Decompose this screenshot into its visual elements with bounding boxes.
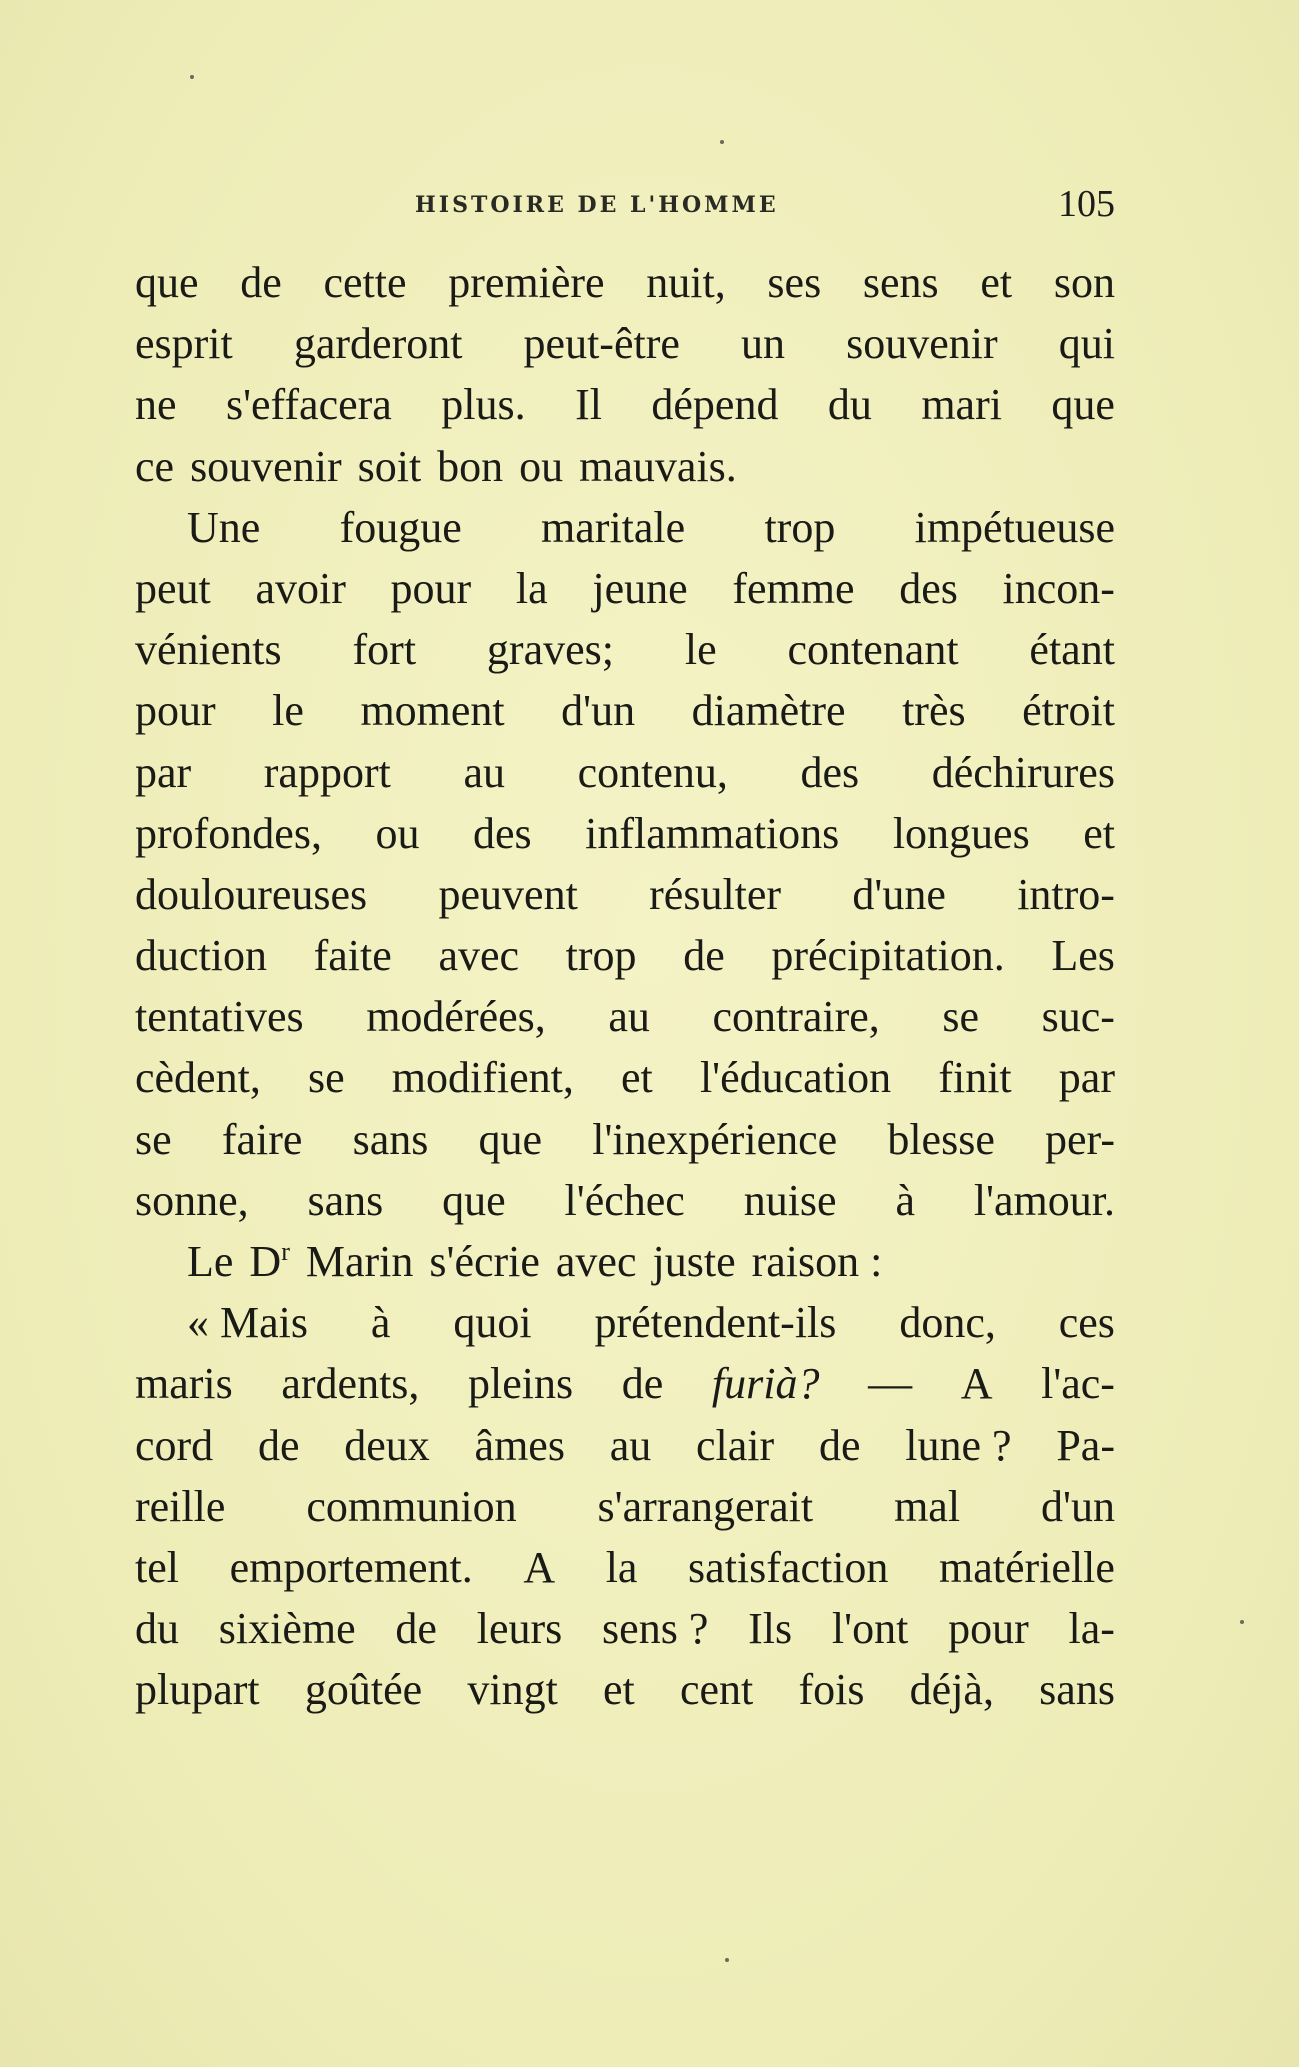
word: cent	[679, 1665, 754, 1715]
word: blesse	[887, 1114, 995, 1164]
body-text	[135, 252, 1115, 1721]
word: de	[240, 258, 282, 307]
text-line	[135, 680, 1115, 741]
word: leurs	[476, 1604, 563, 1654]
word: « Mais	[187, 1298, 308, 1348]
word: déchirures	[931, 747, 1115, 797]
paper-speck	[190, 75, 194, 79]
text-line	[135, 864, 1115, 925]
text-line	[135, 1170, 1115, 1231]
word: soit	[357, 441, 422, 491]
word: l'éducation	[699, 1053, 892, 1103]
paper-speck	[725, 1958, 729, 1962]
word: Pa-	[1056, 1420, 1115, 1470]
word: —	[868, 1359, 913, 1409]
text-line	[135, 925, 1115, 986]
word: furià?	[711, 1359, 820, 1409]
word: la	[515, 563, 548, 613]
word: cette	[323, 258, 407, 307]
word: mauvais.	[579, 441, 737, 491]
superscript: r	[281, 1237, 290, 1266]
word: donc,	[899, 1298, 996, 1348]
text-line	[135, 986, 1115, 1047]
running-title: HISTOIRE DE L'HOMME	[415, 192, 779, 218]
word: pour	[390, 563, 472, 613]
word: A	[960, 1359, 993, 1409]
word: ce	[135, 441, 175, 491]
word: rapport	[263, 747, 391, 797]
word: qui	[1058, 319, 1115, 369]
word: reille	[135, 1481, 226, 1531]
word: femme	[732, 563, 855, 613]
word: et	[621, 1053, 653, 1103]
word: emportement.	[229, 1542, 473, 1592]
word: prétendent-ils	[594, 1298, 837, 1348]
page-number: 105	[1058, 183, 1115, 225]
word: avec	[555, 1237, 637, 1286]
word: peut	[135, 563, 211, 613]
word: Il	[575, 380, 602, 430]
word: trop	[565, 931, 637, 981]
word: et	[1083, 808, 1115, 858]
word: le	[684, 625, 717, 675]
word: précipitation.	[771, 931, 1005, 981]
word: plupart	[135, 1665, 260, 1715]
word: garderont	[293, 319, 463, 369]
word: des	[472, 808, 532, 858]
word: vénients	[135, 625, 282, 675]
word: longues	[892, 808, 1030, 858]
word: profondes,	[135, 808, 322, 858]
word: d'une	[852, 869, 946, 919]
word: l'inexpérience	[592, 1114, 838, 1164]
word: Les	[1051, 931, 1115, 981]
word: l'échec	[564, 1175, 685, 1225]
word: et	[603, 1665, 635, 1715]
running-head	[135, 183, 1115, 228]
text-line	[135, 252, 1115, 313]
word: sans	[307, 1175, 384, 1225]
word: se	[307, 1053, 345, 1103]
word: tentatives	[135, 992, 304, 1042]
word: des	[800, 747, 860, 797]
word: communion	[306, 1481, 517, 1531]
text-line	[135, 1476, 1115, 1537]
word: ses	[767, 258, 822, 307]
word: moment	[360, 686, 505, 736]
word: du	[827, 380, 872, 430]
word: l'ont	[831, 1604, 909, 1654]
word: souvenir	[846, 319, 998, 369]
word: nuit,	[646, 258, 726, 307]
word: résulter	[649, 869, 782, 919]
text-line	[135, 1598, 1115, 1659]
word: se	[942, 992, 980, 1042]
word: que	[1051, 380, 1115, 430]
word: incon-	[1002, 563, 1115, 613]
word: par	[1058, 1053, 1115, 1103]
word	[249, 1231, 289, 1292]
word: maritale	[541, 502, 686, 552]
text-line	[135, 558, 1115, 619]
word: peuvent	[438, 869, 578, 919]
word: très	[902, 686, 966, 736]
word: duction	[135, 931, 267, 981]
word: de	[257, 1420, 300, 1470]
word: fois	[798, 1665, 865, 1715]
word: fort	[352, 625, 417, 675]
text-line	[135, 497, 1115, 558]
word: l'ac-	[1041, 1359, 1115, 1409]
word: de	[818, 1420, 861, 1470]
word: que	[135, 258, 199, 307]
text-line	[135, 619, 1115, 680]
word: la-	[1068, 1604, 1115, 1654]
text-line	[135, 1353, 1115, 1414]
word: âmes	[474, 1420, 565, 1470]
word: ardents,	[281, 1359, 420, 1409]
word: lune ?	[905, 1420, 1012, 1470]
word: mari	[921, 380, 1002, 430]
paper-speck	[1240, 1620, 1244, 1624]
word: modérées,	[366, 992, 546, 1042]
word: première	[448, 258, 605, 307]
word: se	[135, 1114, 172, 1164]
word: tel	[135, 1542, 179, 1592]
word: sens ?	[602, 1604, 709, 1654]
word: sixième	[218, 1604, 356, 1654]
word: que	[442, 1175, 506, 1225]
word: nuise	[743, 1175, 837, 1225]
word: suc-	[1041, 992, 1115, 1042]
word: sans	[1039, 1665, 1115, 1715]
text-line	[135, 1659, 1115, 1720]
text-line	[135, 742, 1115, 803]
text-line	[135, 1231, 1115, 1292]
word: s'arrangerait	[597, 1481, 814, 1531]
word: avec	[438, 931, 520, 981]
word: de	[395, 1604, 437, 1654]
word: et	[980, 258, 1013, 307]
word: matérielle	[939, 1542, 1115, 1592]
word: maris	[135, 1359, 233, 1409]
paper-speck	[720, 140, 724, 144]
word: son	[1053, 258, 1115, 307]
word: plus.	[441, 380, 526, 430]
word: mal	[894, 1481, 961, 1531]
word: douloureuses	[135, 869, 368, 919]
word: au	[608, 992, 650, 1042]
text-line	[135, 1292, 1115, 1353]
word: pour	[135, 686, 216, 736]
word: diamètre	[691, 686, 846, 736]
word: cèdent,	[135, 1053, 261, 1103]
word: vingt	[467, 1665, 558, 1715]
word: dépend	[651, 380, 779, 430]
word: pour	[948, 1604, 1029, 1654]
word: satisfaction	[688, 1542, 889, 1592]
word: intro-	[1017, 869, 1115, 919]
word: d'un	[561, 686, 636, 736]
word: d'un	[1041, 1481, 1115, 1531]
word: graves;	[486, 625, 614, 675]
word: des	[899, 563, 958, 613]
text-line	[135, 1109, 1115, 1170]
word: juste	[652, 1237, 736, 1286]
word: de	[683, 931, 725, 981]
word: déjà,	[909, 1665, 994, 1715]
word: étant	[1029, 625, 1115, 675]
word: Ils	[748, 1604, 793, 1654]
word: Une	[187, 502, 261, 552]
text-line	[135, 1537, 1115, 1598]
word: jeune	[592, 563, 688, 613]
word: goûtée	[304, 1665, 423, 1715]
word: sans	[352, 1114, 429, 1164]
word: Le	[187, 1237, 234, 1286]
word: per-	[1045, 1114, 1115, 1164]
word: modifient,	[391, 1053, 574, 1103]
text-line	[135, 1047, 1115, 1108]
word: par	[135, 747, 192, 797]
text-line	[135, 374, 1115, 435]
text-line	[135, 1415, 1115, 1476]
word: trop	[764, 502, 836, 552]
word: que	[478, 1114, 543, 1164]
word: sens	[862, 258, 939, 307]
word: contenu,	[577, 747, 728, 797]
word: souvenir	[190, 441, 342, 491]
word: contenant	[787, 625, 959, 675]
word: s'effacera	[225, 380, 392, 430]
word: peut-être	[523, 319, 680, 369]
word: un	[740, 319, 785, 369]
word-base: D	[249, 1237, 282, 1286]
word: ou	[375, 808, 420, 858]
word: la	[605, 1542, 638, 1592]
word: faite	[313, 931, 392, 981]
word: ne	[135, 380, 177, 430]
word: inflammations	[585, 808, 840, 858]
word: impétueuse	[914, 502, 1115, 552]
word: s'écrie	[429, 1237, 540, 1286]
word: l'amour.	[973, 1175, 1115, 1225]
word: pleins	[468, 1359, 574, 1409]
word: fougue	[339, 502, 462, 552]
word: clair	[696, 1420, 775, 1470]
word: finit	[938, 1053, 1012, 1103]
word: ces	[1058, 1298, 1115, 1348]
word: avoir	[255, 563, 346, 613]
word: du	[135, 1604, 179, 1654]
word: A	[523, 1542, 556, 1592]
word: contraire,	[712, 992, 880, 1042]
word: au	[463, 747, 505, 797]
word: deux	[344, 1420, 430, 1470]
word: le	[272, 686, 304, 736]
word: raison :	[751, 1237, 883, 1286]
word: ou	[519, 441, 564, 491]
word: à	[895, 1175, 915, 1225]
word: cord	[135, 1420, 214, 1470]
word: sonne,	[135, 1175, 249, 1225]
word: esprit	[135, 319, 233, 369]
text-line	[135, 436, 1115, 497]
word: au	[609, 1420, 652, 1470]
text-line	[135, 313, 1115, 374]
word: bon	[437, 441, 504, 491]
word: de	[621, 1359, 664, 1409]
word: Marin	[305, 1237, 414, 1286]
text-line	[135, 803, 1115, 864]
word: étroit	[1022, 686, 1115, 736]
word: faire	[221, 1114, 303, 1164]
word: à	[370, 1298, 391, 1348]
word: quoi	[453, 1298, 532, 1348]
